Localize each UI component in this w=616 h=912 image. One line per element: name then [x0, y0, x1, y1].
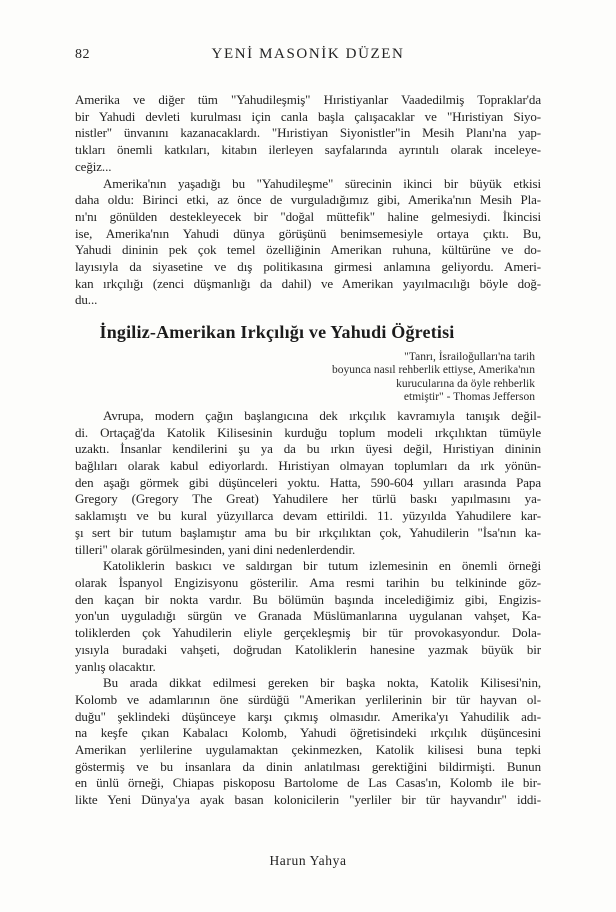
section-heading: İngiliz-Amerikan Irkçılığı ve Yahudi Öğretisi	[99, 322, 455, 343]
text-line: daha oldu: Birinci etki, az önce de vurguladığımız gibi, Amerika'nın Mesih Pla-	[75, 192, 541, 208]
text-line: toliklerden çok Yahudilerin eliyle gerçekleşmiş bir tür provokasyondur. Dola-	[75, 625, 541, 641]
text-line: kan ırkçılığı (zenci düşmanlığı da dahil) ve Amerikan yayılmacılığı böyle doğ-	[75, 275, 541, 291]
text-line: nistler" ünvanını kazanacaklardı. "Hıristiyan Siyonistler"in Mesih Planı'na yap-	[75, 125, 541, 141]
text-line: Amerika ve diğer tüm "Yahudileşmiş" Hıristiyanlar Vaadedilmiş Topraklar'da	[75, 92, 541, 107]
paragraph	[75, 558, 541, 675]
text-line: layısıyla da siyasetine ve dış politikasına girmesi anlamına geliyordu. Ameri-	[75, 259, 541, 275]
text-line: nı'nı gönülden destekleyecek bir "doğal müttefik" haline gelmesiydi. İkincisi	[75, 208, 541, 224]
page-number: 82	[75, 47, 90, 62]
paragraph	[75, 92, 541, 176]
page-body	[75, 92, 541, 809]
text-line: den aşağı görmek gibi düşünceleri yoktu. Hatta, 590-604 yılları arasında Papa	[75, 474, 541, 490]
text-line: Amerika'nın yaşadığı bu "Yahudileşme" sürecinin ikinci bir büyük etkisi	[103, 175, 541, 191]
footer-author-name: Harun Yahya	[269, 853, 347, 868]
text-line: yanlış olacaktır.	[75, 658, 156, 674]
text-line: Yahudi dininin pek çok temel özelliğinin Amerikan ruhuna, kültürüne ve do-	[75, 242, 541, 258]
text-line: Gregory (Gregory The Great) Yahudilere her türlü baskı yapılmasını ya-	[75, 491, 541, 507]
text-line: du...	[75, 292, 98, 308]
text-line: na keşfe çıkan Kabalacı Kolomb, Yahudi öğretisindeki ırkçılık düşüncesini	[75, 725, 541, 741]
quote-line: kurucularına da öyle rehberlik	[396, 377, 535, 390]
paragraph	[75, 176, 541, 310]
text-line: tilleri" olarak görülmesinden, yani dini nedenlerdendir.	[75, 541, 356, 557]
quote-line: "Tanrı, İsrailoğulları'na tarih	[404, 351, 535, 364]
quote-line: etmiştir" - Thomas Jefferson	[403, 390, 535, 403]
text-line: yon'un uyguladığı sürgün ve Granada Müslümanlarına uygulanan vahşet, Ka-	[75, 608, 541, 624]
text-line: tıkları önemli katkıları, kitabın ilerleyen sayfalarında ayrıntılı olarak inceleye-	[75, 142, 541, 158]
text-line: duğu" şeklindeki düşünceye karşı çıkmış olmasıdır. Amerika'yı Yahudilik adı-	[75, 708, 541, 724]
text-line: bir Yahudi devleti kurulması için canla başla çalışacaklar ve "Hıristiyan Siyo-	[75, 108, 541, 124]
text-line: olarak İspanyol Engizisyonu gösterilir. Ama resmi tarihin bu telkininde göz-	[75, 574, 541, 590]
text-line: likte Yeni Dünya'ya ayak basan kolonicilerin "yerliler bir tür hayvandır" iddi-	[75, 792, 541, 808]
quote-line: boyunca nasıl rehberlik ettiyse, Amerika'nın	[332, 364, 535, 377]
text-line: uzaktı. İnsanlar kendilerini şu ya da bu ırkın üyesi değil, Hıristiyan dininin	[75, 441, 541, 457]
text-line: den kaçan bir nokta vardır. Bu bölümün başında incelediğimiz gibi, Engizis-	[75, 591, 541, 607]
text-line: saklamıştı ve bu kural yüzyıllarca devam ettirildi. 11. yüzyılda Yahudilere kar-	[75, 508, 541, 524]
text-line: ise, Amerika'nın Yahudi dünya görüşünü benimsemesiyle ortaya çıktı. Bu,	[75, 225, 541, 241]
text-line: ceğiz...	[75, 158, 112, 174]
text-line: Katoliklerin baskıcı ve saldırgan bir tutum izlemesinin en önemli örneği	[103, 558, 541, 574]
epigraph-quote	[75, 351, 535, 404]
text-line: Kolomb ve adamlarının öne sürdüğü "Amerikan yerlilerinin bir tür hayvan ol-	[75, 691, 541, 707]
text-line: göstermiş ve bu insanlara da dinin anlatılması gerektiğini bildirmişti. Bunun	[75, 758, 541, 774]
text-line: Avrupa, modern çağın başlangıcına dek ırkçılık kavramıyla tanışık değil-	[103, 407, 541, 423]
running-header	[75, 46, 541, 66]
text-line: bağlıları olarak kabul ediyorlardı. Hıristiyan olmayan toplumları da ırk yönün-	[75, 458, 541, 474]
text-line: yısıyla buradaki vahşeti, doğrudan Katoliklerin hanesine yazmak büyük bir	[75, 641, 541, 657]
page-footer	[75, 853, 541, 869]
paragraph	[75, 675, 541, 809]
text-line: Bu arada dikkat edilmesi gereken bir başka nokta, Katolik Kilisesi'nin,	[103, 675, 541, 691]
running-header-title: YENİ MASONİK DÜZEN	[211, 46, 405, 62]
text-line: en ünlü örneği, Chiapas piskoposu Bartolome de Las Casas'ın, Kolomb ile bir-	[75, 775, 541, 791]
text-line: di. Ortaçağ'da Katolik Kilisesinin kurduğu toplum modeli ırkçılıktan tümüyle	[75, 424, 541, 440]
text-line: şı sert bir tutum başlamıştır ama bu bir ırkçılıktan çok, Yahudilerin "İsa'nın ka-	[75, 524, 541, 540]
text-line: Amerikan yerlilerine uygulamaktan çekinmezken, Katolik kilisesi buna tepki	[75, 742, 541, 758]
paragraph	[75, 408, 541, 558]
